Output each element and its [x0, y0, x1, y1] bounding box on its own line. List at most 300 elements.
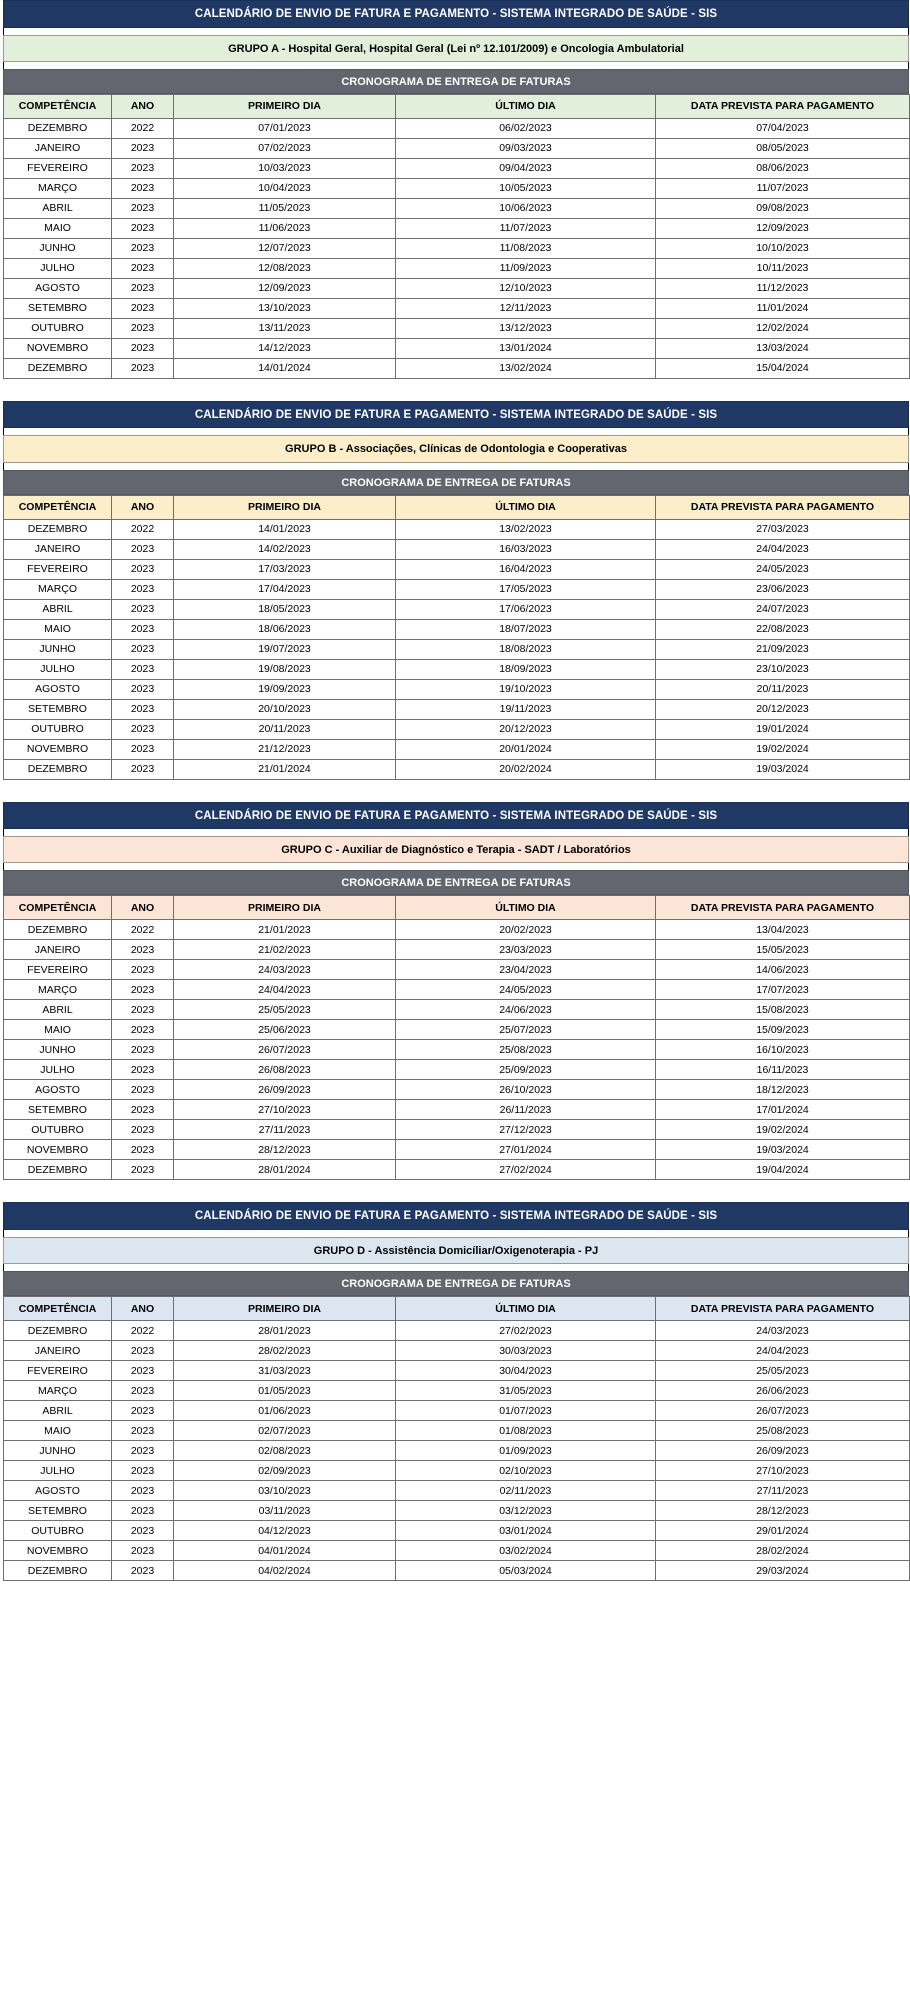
cell-primeiro-dia: 11/06/2023 — [174, 218, 396, 238]
cell-ano: 2023 — [112, 1421, 174, 1441]
cell-ultimo-dia: 24/05/2023 — [396, 980, 656, 1000]
cell-data-pagamento: 23/10/2023 — [656, 659, 910, 679]
cell-ultimo-dia: 25/07/2023 — [396, 1020, 656, 1040]
cell-competencia: DEZEMBRO — [4, 1561, 112, 1581]
cell-primeiro-dia: 04/02/2024 — [174, 1561, 396, 1581]
column-header-data-pagamento: DATA PREVISTA PARA PAGAMENTO — [656, 896, 910, 920]
cell-ultimo-dia: 16/04/2023 — [396, 559, 656, 579]
cell-ultimo-dia: 20/02/2023 — [396, 920, 656, 940]
cell-ultimo-dia: 03/01/2024 — [396, 1521, 656, 1541]
cell-primeiro-dia: 26/07/2023 — [174, 1040, 396, 1060]
document-title-c: CALENDÁRIO DE ENVIO DE FATURA E PAGAMENTO - SISTEMA INTEGRADO DE SAÚDE - SIS — [3, 802, 909, 830]
cell-ultimo-dia: 03/12/2023 — [396, 1501, 656, 1521]
column-header-competencia: COMPETÊNCIA — [4, 94, 112, 118]
cell-ano: 2023 — [112, 1060, 174, 1080]
cell-ano: 2023 — [112, 278, 174, 298]
table-row — [4, 1401, 910, 1421]
cell-data-pagamento: 29/01/2024 — [656, 1521, 910, 1541]
column-header-primeiro-dia: PRIMEIRO DIA — [174, 1297, 396, 1321]
cell-data-pagamento: 24/07/2023 — [656, 599, 910, 619]
cell-competencia: DEZEMBRO — [4, 118, 112, 138]
table-row — [4, 579, 910, 599]
cell-competencia: FEVEREIRO — [4, 559, 112, 579]
table-row — [4, 679, 910, 699]
table-row — [4, 1421, 910, 1441]
cell-competencia: AGOSTO — [4, 679, 112, 699]
schedule-table-d — [3, 1296, 910, 1581]
document-title-d: CALENDÁRIO DE ENVIO DE FATURA E PAGAMENTO - SISTEMA INTEGRADO DE SAÚDE - SIS — [3, 1202, 909, 1230]
cell-primeiro-dia: 21/12/2023 — [174, 739, 396, 759]
cell-data-pagamento: 19/03/2024 — [656, 1140, 910, 1160]
cell-ultimo-dia: 27/02/2023 — [396, 1321, 656, 1341]
column-header-primeiro-dia: PRIMEIRO DIA — [174, 94, 396, 118]
cell-ano: 2023 — [112, 1040, 174, 1060]
cell-data-pagamento: 19/01/2024 — [656, 719, 910, 739]
cell-ano: 2023 — [112, 1100, 174, 1120]
cell-ano: 2023 — [112, 639, 174, 659]
cell-ano: 2023 — [112, 358, 174, 378]
cell-data-pagamento: 11/07/2023 — [656, 178, 910, 198]
cell-ano: 2023 — [112, 579, 174, 599]
table-row — [4, 1040, 910, 1060]
cell-ano: 2023 — [112, 1401, 174, 1421]
cell-ultimo-dia: 01/07/2023 — [396, 1401, 656, 1421]
cell-data-pagamento: 10/11/2023 — [656, 258, 910, 278]
cell-primeiro-dia: 01/05/2023 — [174, 1381, 396, 1401]
cell-data-pagamento: 11/01/2024 — [656, 298, 910, 318]
cell-ano: 2023 — [112, 1000, 174, 1020]
cell-primeiro-dia: 02/08/2023 — [174, 1441, 396, 1461]
cell-primeiro-dia: 03/11/2023 — [174, 1501, 396, 1521]
cell-competencia: MAIO — [4, 1421, 112, 1441]
table-row — [4, 1481, 910, 1501]
column-header-competencia: COMPETÊNCIA — [4, 495, 112, 519]
cell-ultimo-dia: 10/05/2023 — [396, 178, 656, 198]
cell-ano: 2023 — [112, 960, 174, 980]
cell-ano: 2023 — [112, 318, 174, 338]
column-header-ultimo-dia: ÚLTIMO DIA — [396, 1297, 656, 1321]
table-row — [4, 659, 910, 679]
cell-ultimo-dia: 25/09/2023 — [396, 1060, 656, 1080]
cell-primeiro-dia: 11/05/2023 — [174, 198, 396, 218]
cell-data-pagamento: 27/03/2023 — [656, 519, 910, 539]
table-row — [4, 1381, 910, 1401]
cell-ultimo-dia: 12/11/2023 — [396, 298, 656, 318]
cell-competencia: OUTUBRO — [4, 1521, 112, 1541]
cell-ano: 2023 — [112, 1361, 174, 1381]
table-header-row-a — [4, 94, 910, 118]
cell-data-pagamento: 08/06/2023 — [656, 158, 910, 178]
cell-ultimo-dia: 20/12/2023 — [396, 719, 656, 739]
table-row — [4, 138, 910, 158]
cell-ultimo-dia: 13/02/2023 — [396, 519, 656, 539]
cell-primeiro-dia: 03/10/2023 — [174, 1481, 396, 1501]
cell-data-pagamento: 24/04/2023 — [656, 539, 910, 559]
cell-ultimo-dia: 09/03/2023 — [396, 138, 656, 158]
cell-competencia: JANEIRO — [4, 940, 112, 960]
table-row — [4, 218, 910, 238]
column-header-ano: ANO — [112, 1297, 174, 1321]
cell-competencia: MARÇO — [4, 980, 112, 1000]
group-separator — [2, 379, 908, 401]
cell-ano: 2023 — [112, 699, 174, 719]
table-row — [4, 318, 910, 338]
cell-competencia: NOVEMBRO — [4, 1140, 112, 1160]
cell-ano: 2023 — [112, 619, 174, 639]
cell-data-pagamento: 20/12/2023 — [656, 699, 910, 719]
cell-competencia: MAIO — [4, 619, 112, 639]
group-block-b — [3, 401, 909, 780]
cell-ano: 2023 — [112, 1561, 174, 1581]
cell-ultimo-dia: 26/10/2023 — [396, 1080, 656, 1100]
cell-ano: 2023 — [112, 940, 174, 960]
cell-competencia: JUNHO — [4, 1441, 112, 1461]
cell-ultimo-dia: 11/09/2023 — [396, 258, 656, 278]
cell-ultimo-dia: 19/11/2023 — [396, 699, 656, 719]
group-label-b: GRUPO B - Associações, Clínicas de Odontologia e Cooperativas — [3, 435, 909, 462]
cell-ultimo-dia: 20/01/2024 — [396, 739, 656, 759]
table-row — [4, 1080, 910, 1100]
cell-ultimo-dia: 17/06/2023 — [396, 599, 656, 619]
table-row — [4, 1120, 910, 1140]
document-title-b: CALENDÁRIO DE ENVIO DE FATURA E PAGAMENTO - SISTEMA INTEGRADO DE SAÚDE - SIS — [3, 401, 909, 429]
table-row — [4, 1561, 910, 1581]
cell-ultimo-dia: 02/10/2023 — [396, 1461, 656, 1481]
column-header-ano: ANO — [112, 94, 174, 118]
cell-data-pagamento: 17/01/2024 — [656, 1100, 910, 1120]
cell-primeiro-dia: 12/07/2023 — [174, 238, 396, 258]
cell-ultimo-dia: 25/08/2023 — [396, 1040, 656, 1060]
cell-data-pagamento: 15/08/2023 — [656, 1000, 910, 1020]
cell-ano: 2023 — [112, 218, 174, 238]
cell-ano: 2023 — [112, 539, 174, 559]
cell-ultimo-dia: 17/05/2023 — [396, 579, 656, 599]
table-row — [4, 920, 910, 940]
cell-data-pagamento: 26/07/2023 — [656, 1401, 910, 1421]
cell-primeiro-dia: 20/11/2023 — [174, 719, 396, 739]
table-header-row-d — [4, 1297, 910, 1321]
cell-primeiro-dia: 28/01/2024 — [174, 1160, 396, 1180]
cell-primeiro-dia: 07/02/2023 — [174, 138, 396, 158]
cell-data-pagamento: 13/04/2023 — [656, 920, 910, 940]
cell-ano: 2023 — [112, 1481, 174, 1501]
cell-competencia: DEZEMBRO — [4, 920, 112, 940]
table-row — [4, 1461, 910, 1481]
table-row — [4, 519, 910, 539]
table-row — [4, 1361, 910, 1381]
table-row — [4, 278, 910, 298]
cell-competencia: JANEIRO — [4, 539, 112, 559]
cell-primeiro-dia: 19/07/2023 — [174, 639, 396, 659]
table-row — [4, 1020, 910, 1040]
table-row — [4, 1341, 910, 1361]
cell-data-pagamento: 12/02/2024 — [656, 318, 910, 338]
cell-ano: 2023 — [112, 1521, 174, 1541]
cell-ano: 2022 — [112, 519, 174, 539]
cell-data-pagamento: 24/03/2023 — [656, 1321, 910, 1341]
cell-ultimo-dia: 26/11/2023 — [396, 1100, 656, 1120]
cell-ano: 2023 — [112, 178, 174, 198]
cell-primeiro-dia: 10/04/2023 — [174, 178, 396, 198]
cell-ano: 2023 — [112, 659, 174, 679]
table-row — [4, 619, 910, 639]
cell-competencia: DEZEMBRO — [4, 759, 112, 779]
cell-competencia: JULHO — [4, 1461, 112, 1481]
table-row — [4, 198, 910, 218]
cell-ultimo-dia: 05/03/2024 — [396, 1561, 656, 1581]
cell-competencia: OUTUBRO — [4, 1120, 112, 1140]
cell-primeiro-dia: 19/09/2023 — [174, 679, 396, 699]
cell-primeiro-dia: 14/01/2024 — [174, 358, 396, 378]
cell-data-pagamento: 18/12/2023 — [656, 1080, 910, 1100]
cell-primeiro-dia: 27/10/2023 — [174, 1100, 396, 1120]
cell-data-pagamento: 27/10/2023 — [656, 1461, 910, 1481]
cell-competencia: AGOSTO — [4, 1080, 112, 1100]
cell-primeiro-dia: 18/05/2023 — [174, 599, 396, 619]
table-row — [4, 980, 910, 1000]
cell-ultimo-dia: 11/08/2023 — [396, 238, 656, 258]
cell-primeiro-dia: 20/10/2023 — [174, 699, 396, 719]
table-row — [4, 739, 910, 759]
cell-competencia: JUNHO — [4, 639, 112, 659]
cell-primeiro-dia: 14/02/2023 — [174, 539, 396, 559]
cell-competencia: NOVEMBRO — [4, 739, 112, 759]
cell-ano: 2022 — [112, 118, 174, 138]
cell-ano: 2023 — [112, 719, 174, 739]
cell-ano: 2023 — [112, 1020, 174, 1040]
column-header-competencia: COMPETÊNCIA — [4, 896, 112, 920]
cell-primeiro-dia: 25/06/2023 — [174, 1020, 396, 1040]
table-header-row-c — [4, 896, 910, 920]
cell-competencia: NOVEMBRO — [4, 1541, 112, 1561]
cell-primeiro-dia: 12/08/2023 — [174, 258, 396, 278]
table-header-row-b — [4, 495, 910, 519]
group-gap-row-b — [3, 463, 909, 470]
cell-data-pagamento: 13/03/2024 — [656, 338, 910, 358]
group-block-d — [3, 1202, 909, 1581]
cell-ano: 2023 — [112, 1501, 174, 1521]
cell-primeiro-dia: 28/12/2023 — [174, 1140, 396, 1160]
cell-data-pagamento: 25/08/2023 — [656, 1421, 910, 1441]
cell-ano: 2022 — [112, 1321, 174, 1341]
cell-competencia: FEVEREIRO — [4, 1361, 112, 1381]
cell-ano: 2023 — [112, 599, 174, 619]
cell-ultimo-dia: 01/08/2023 — [396, 1421, 656, 1441]
schedule-band-d: CRONOGRAMA DE ENTREGA DE FATURAS — [3, 1271, 909, 1296]
cell-primeiro-dia: 31/03/2023 — [174, 1361, 396, 1381]
cell-competencia: OUTUBRO — [4, 318, 112, 338]
schedule-table-a — [3, 94, 910, 379]
cell-competencia: JULHO — [4, 1060, 112, 1080]
cell-primeiro-dia: 13/11/2023 — [174, 318, 396, 338]
cell-ano: 2023 — [112, 759, 174, 779]
cell-competencia: DEZEMBRO — [4, 358, 112, 378]
table-row — [4, 238, 910, 258]
column-header-primeiro-dia: PRIMEIRO DIA — [174, 896, 396, 920]
cell-data-pagamento: 25/05/2023 — [656, 1361, 910, 1381]
group-block-c — [3, 802, 909, 1181]
group-label-d: GRUPO D - Assistência Domicíliar/Oxigenoterapia - PJ — [3, 1237, 909, 1264]
schedule-band-a: CRONOGRAMA DE ENTREGA DE FATURAS — [3, 69, 909, 94]
cell-data-pagamento: 15/04/2024 — [656, 358, 910, 378]
cell-competencia: JUNHO — [4, 238, 112, 258]
title-gap-row-d — [3, 1230, 909, 1237]
table-row — [4, 298, 910, 318]
schedule-table-c — [3, 895, 910, 1180]
cell-data-pagamento: 12/09/2023 — [656, 218, 910, 238]
cell-data-pagamento: 19/02/2024 — [656, 739, 910, 759]
cell-ultimo-dia: 23/04/2023 — [396, 960, 656, 980]
cell-ultimo-dia: 18/09/2023 — [396, 659, 656, 679]
cell-ultimo-dia: 13/02/2024 — [396, 358, 656, 378]
cell-competencia: MARÇO — [4, 1381, 112, 1401]
group-gap-row-c — [3, 863, 909, 870]
cell-competencia: SETEMBRO — [4, 1501, 112, 1521]
title-gap-row-b — [3, 428, 909, 435]
column-header-ano: ANO — [112, 896, 174, 920]
cell-primeiro-dia: 10/03/2023 — [174, 158, 396, 178]
cell-competencia: MARÇO — [4, 178, 112, 198]
table-row — [4, 118, 910, 138]
cell-ano: 2023 — [112, 338, 174, 358]
cell-data-pagamento: 22/08/2023 — [656, 619, 910, 639]
cell-data-pagamento: 15/09/2023 — [656, 1020, 910, 1040]
table-row — [4, 1100, 910, 1120]
cell-competencia: FEVEREIRO — [4, 960, 112, 980]
table-row — [4, 1000, 910, 1020]
cell-ano: 2022 — [112, 920, 174, 940]
cell-ano: 2023 — [112, 1120, 174, 1140]
table-row — [4, 759, 910, 779]
schedule-band-c: CRONOGRAMA DE ENTREGA DE FATURAS — [3, 870, 909, 895]
cell-ultimo-dia: 10/06/2023 — [396, 198, 656, 218]
cell-competencia: ABRIL — [4, 198, 112, 218]
cell-primeiro-dia: 02/07/2023 — [174, 1421, 396, 1441]
title-gap-row-a — [3, 28, 909, 35]
table-row — [4, 699, 910, 719]
cell-ano: 2023 — [112, 1140, 174, 1160]
document-title-a: CALENDÁRIO DE ENVIO DE FATURA E PAGAMENTO - SISTEMA INTEGRADO DE SAÚDE - SIS — [3, 0, 909, 28]
cell-primeiro-dia: 24/04/2023 — [174, 980, 396, 1000]
cell-ano: 2023 — [112, 1160, 174, 1180]
cell-ultimo-dia: 19/10/2023 — [396, 679, 656, 699]
cell-primeiro-dia: 01/06/2023 — [174, 1401, 396, 1421]
cell-ultimo-dia: 24/06/2023 — [396, 1000, 656, 1020]
column-header-ultimo-dia: ÚLTIMO DIA — [396, 495, 656, 519]
table-row — [4, 719, 910, 739]
table-row — [4, 940, 910, 960]
table-row — [4, 178, 910, 198]
group-separator — [2, 780, 908, 802]
table-row — [4, 158, 910, 178]
column-header-ultimo-dia: ÚLTIMO DIA — [396, 896, 656, 920]
group-gap-row-a — [3, 62, 909, 69]
cell-primeiro-dia: 27/11/2023 — [174, 1120, 396, 1140]
table-row — [4, 1060, 910, 1080]
cell-data-pagamento: 16/10/2023 — [656, 1040, 910, 1060]
cell-competencia: AGOSTO — [4, 1481, 112, 1501]
cell-ultimo-dia: 11/07/2023 — [396, 218, 656, 238]
cell-ultimo-dia: 27/01/2024 — [396, 1140, 656, 1160]
cell-competencia: DEZEMBRO — [4, 1160, 112, 1180]
cell-data-pagamento: 26/09/2023 — [656, 1441, 910, 1461]
cell-ano: 2023 — [112, 238, 174, 258]
cell-ultimo-dia: 20/02/2024 — [396, 759, 656, 779]
table-row — [4, 338, 910, 358]
group-separator — [2, 1180, 908, 1202]
table-row — [4, 358, 910, 378]
table-row — [4, 1321, 910, 1341]
cell-ultimo-dia: 12/10/2023 — [396, 278, 656, 298]
cell-data-pagamento: 16/11/2023 — [656, 1060, 910, 1080]
cell-competencia: ABRIL — [4, 1000, 112, 1020]
cell-primeiro-dia: 12/09/2023 — [174, 278, 396, 298]
cell-data-pagamento: 08/05/2023 — [656, 138, 910, 158]
cell-ultimo-dia: 23/03/2023 — [396, 940, 656, 960]
cell-ultimo-dia: 30/03/2023 — [396, 1341, 656, 1361]
cell-ano: 2023 — [112, 1541, 174, 1561]
cell-data-pagamento: 28/02/2024 — [656, 1541, 910, 1561]
cell-data-pagamento: 27/11/2023 — [656, 1481, 910, 1501]
table-row — [4, 559, 910, 579]
cell-competencia: JUNHO — [4, 1040, 112, 1060]
cell-competencia: SETEMBRO — [4, 1100, 112, 1120]
cell-competencia: AGOSTO — [4, 278, 112, 298]
cell-competencia: JULHO — [4, 258, 112, 278]
cell-ano: 2023 — [112, 559, 174, 579]
cell-ano: 2023 — [112, 1461, 174, 1481]
cell-data-pagamento: 17/07/2023 — [656, 980, 910, 1000]
cell-ultimo-dia: 02/11/2023 — [396, 1481, 656, 1501]
cell-data-pagamento: 24/04/2023 — [656, 1341, 910, 1361]
cell-ultimo-dia: 01/09/2023 — [396, 1441, 656, 1461]
cell-ultimo-dia: 27/02/2024 — [396, 1160, 656, 1180]
cell-competencia: FEVEREIRO — [4, 158, 112, 178]
cell-primeiro-dia: 21/01/2024 — [174, 759, 396, 779]
group-block-a — [3, 0, 909, 379]
column-header-data-pagamento: DATA PREVISTA PARA PAGAMENTO — [656, 495, 910, 519]
schedule-band-b: CRONOGRAMA DE ENTREGA DE FATURAS — [3, 470, 909, 495]
cell-primeiro-dia: 25/05/2023 — [174, 1000, 396, 1020]
cell-data-pagamento: 11/12/2023 — [656, 278, 910, 298]
column-header-data-pagamento: DATA PREVISTA PARA PAGAMENTO — [656, 94, 910, 118]
column-header-ultimo-dia: ÚLTIMO DIA — [396, 94, 656, 118]
cell-data-pagamento: 26/06/2023 — [656, 1381, 910, 1401]
column-header-competencia: COMPETÊNCIA — [4, 1297, 112, 1321]
cell-competencia: SETEMBRO — [4, 298, 112, 318]
cell-competencia: MAIO — [4, 218, 112, 238]
cell-ultimo-dia: 03/02/2024 — [396, 1541, 656, 1561]
cell-primeiro-dia: 28/02/2023 — [174, 1341, 396, 1361]
cell-primeiro-dia: 04/01/2024 — [174, 1541, 396, 1561]
table-row — [4, 1441, 910, 1461]
cell-primeiro-dia: 14/12/2023 — [174, 338, 396, 358]
table-row — [4, 599, 910, 619]
cell-primeiro-dia: 02/09/2023 — [174, 1461, 396, 1481]
table-row — [4, 1160, 910, 1180]
cell-primeiro-dia: 21/01/2023 — [174, 920, 396, 940]
cell-primeiro-dia: 21/02/2023 — [174, 940, 396, 960]
table-row — [4, 1541, 910, 1561]
table-row — [4, 1140, 910, 1160]
cell-ultimo-dia: 16/03/2023 — [396, 539, 656, 559]
cell-primeiro-dia: 19/08/2023 — [174, 659, 396, 679]
group-gap-row-d — [3, 1264, 909, 1271]
cell-ano: 2023 — [112, 158, 174, 178]
cell-primeiro-dia: 18/06/2023 — [174, 619, 396, 639]
cell-primeiro-dia: 28/01/2023 — [174, 1321, 396, 1341]
column-header-primeiro-dia: PRIMEIRO DIA — [174, 495, 396, 519]
